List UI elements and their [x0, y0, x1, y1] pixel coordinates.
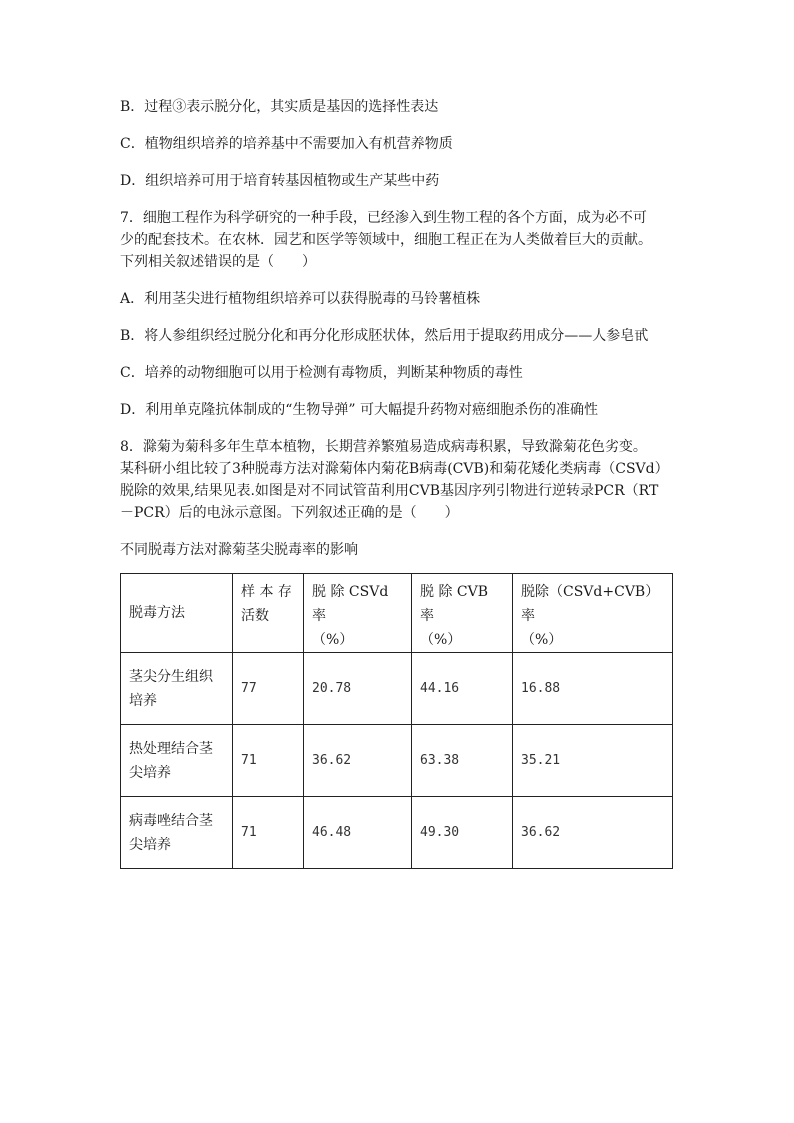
q8-stem-line: 某科研小组比较了3种脱毒方法对滁菊体内菊花B病毒(CVB)和菊花矮化类病毒（CSVd）	[120, 461, 669, 477]
header-cell-csvd	[304, 574, 412, 653]
q6-option-b: B．过程③表示脱分化，其实质是基因的选择性表达	[120, 99, 439, 115]
cell-survival: 77	[233, 653, 304, 725]
method-line: 热处理结合茎	[129, 740, 213, 757]
header-text: 活数	[241, 608, 269, 624]
q7-option-a: A．利用茎尖进行植物组织培养可以获得脱毒的马铃薯植株	[120, 291, 481, 307]
header-text: 脱 除 CVB 率	[420, 584, 489, 624]
header-cell-method	[121, 574, 233, 653]
q8-stem	[120, 436, 680, 524]
cell-both: 36.62	[513, 797, 673, 869]
header-cell-survival	[233, 574, 304, 653]
q8-stem-line: 8．滁菊为菊科多年生草本植物，长期营养繁殖易造成病毒积累，导致滁菊花色劣变。	[120, 439, 647, 455]
header-text: 脱除（CSVd+CVB）率	[521, 584, 660, 624]
q6-option-d: D．组织培养可用于培育转基因植物或生产某些中药	[120, 173, 440, 189]
header-text: （%）	[521, 632, 563, 648]
cell-cvb: 44.16	[412, 653, 513, 725]
document-page	[120, 96, 680, 869]
header-cell-both	[513, 574, 673, 653]
header-text: 脱 除 CSVd 率	[312, 584, 389, 624]
table-row	[121, 797, 673, 869]
q7-option-c: C．培养的动物细胞可以用于检测有毒物质，判断某种物质的毒性	[120, 365, 523, 381]
cell-method	[121, 725, 233, 797]
cell-cvb: 63.38	[412, 725, 513, 797]
cell-cvb: 49.30	[412, 797, 513, 869]
q8-stem-line: －PCR）后的电泳示意图。下列叙述正确的是（ ）	[120, 505, 459, 521]
method-line: 培养	[129, 692, 157, 709]
q7-stem-line: 下列相关叙述错误的是（ ）	[120, 254, 316, 270]
cell-both: 35.21	[513, 725, 673, 797]
table-header-row	[121, 574, 673, 653]
q7-option-b: B．将人参组织经过脱分化和再分化形成胚状体，然后用于提取药用成分——人参皂甙	[120, 328, 649, 344]
header-cell-cvb	[412, 574, 513, 653]
header-text: 样 本 存	[241, 584, 292, 600]
q7-stem	[120, 207, 680, 273]
cell-csvd: 46.48	[304, 797, 412, 869]
cell-method	[121, 797, 233, 869]
table-row	[121, 725, 673, 797]
cell-csvd: 20.78	[304, 653, 412, 725]
q7-stem-line: 少的配套技术。在农林．园艺和医学等领域中，细胞工程正在为人类做着巨大的贡献。	[120, 232, 652, 248]
method-line: 病毒唑结合茎	[129, 812, 213, 829]
cell-survival: 71	[233, 725, 304, 797]
header-text: （%）	[420, 632, 462, 648]
header-text: （%）	[312, 632, 354, 648]
cell-both: 16.88	[513, 653, 673, 725]
method-line: 尖培养	[129, 836, 171, 853]
q8-stem-line: 脱除的效果,结果见表.如图是对不同试管苗利用CVB基因序列引物进行逆转录PCR（RT	[120, 483, 659, 499]
detox-results-table	[120, 573, 673, 869]
q7-stem-line: 7．细胞工程作为科学研究的一种手段，已经渗入到生物工程的各个方面，成为必不可	[120, 210, 647, 226]
method-line: 尖培养	[129, 764, 171, 781]
q6-option-c: C．植物组织培养的培养基中不需要加入有机营养物质	[120, 136, 453, 152]
table-caption: 不同脱毒方法对滁菊茎尖脱毒率的影响	[120, 542, 358, 558]
q7-option-d: D．利用单克隆抗体制成的“生物导弹” 可大幅提升药物对癌细胞杀伤的准确性	[120, 402, 598, 418]
table-row	[121, 653, 673, 725]
cell-survival: 71	[233, 797, 304, 869]
header-text: 脱毒方法	[129, 605, 185, 621]
method-line: 茎尖分生组织	[129, 668, 213, 685]
cell-csvd: 36.62	[304, 725, 412, 797]
cell-method	[121, 653, 233, 725]
